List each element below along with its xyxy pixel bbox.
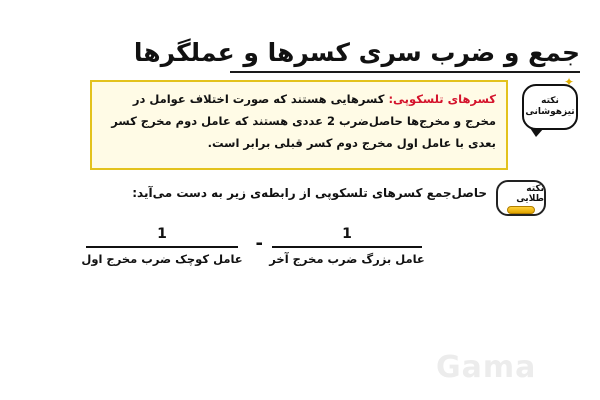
tip-badge-line2: تیزهوشانی [525,107,575,117]
speech-bubble-tail [530,128,544,137]
definition-box [90,80,508,170]
fraction-left-denominator: عامل کوچک ضرب مخرج اول [81,251,243,266]
golden-tip-badge [496,180,546,216]
golden-tip-label: نکته طلایی [516,184,544,204]
title-underline [230,71,580,73]
page-title: جمع و ضرب سری کسرها و عملگرها [133,38,580,67]
lightbulb-icon: ✦ [563,75,574,89]
fraction-left-bar [86,246,238,248]
tip-badge [522,75,578,130]
fraction-right-numerator: 1 [342,226,352,242]
fraction-right-bar [272,246,422,248]
fraction-left-numerator: 1 [157,226,167,242]
tip-badge-line1: نکته [541,96,559,106]
formula-intro: حاصل‌جمع کسرهای تلسکوپی از رابطه‌ی زیر به دست می‌آید: [132,186,487,200]
minus-operator: - [255,233,263,254]
gold-coin-icon [507,206,535,214]
definition-term: کسرهای تلسکوپی: [388,92,496,106]
fraction-right-denominator: عامل بزرگ ضرب مخرج آخر [269,251,425,266]
fraction-left [81,224,243,266]
fraction-right [269,224,425,266]
definition-text: کسرهایی هستند که صورت اختلاف عوامل در مخرج و مخرج‌ها حاصل‌ضرب 2 عددی هستند که عامل دوم مخرج کسر بعدی با عامل اول مخرج دوم کسر قبلی برابر است. [111,92,496,150]
gama-watermark: Gama [436,350,537,385]
